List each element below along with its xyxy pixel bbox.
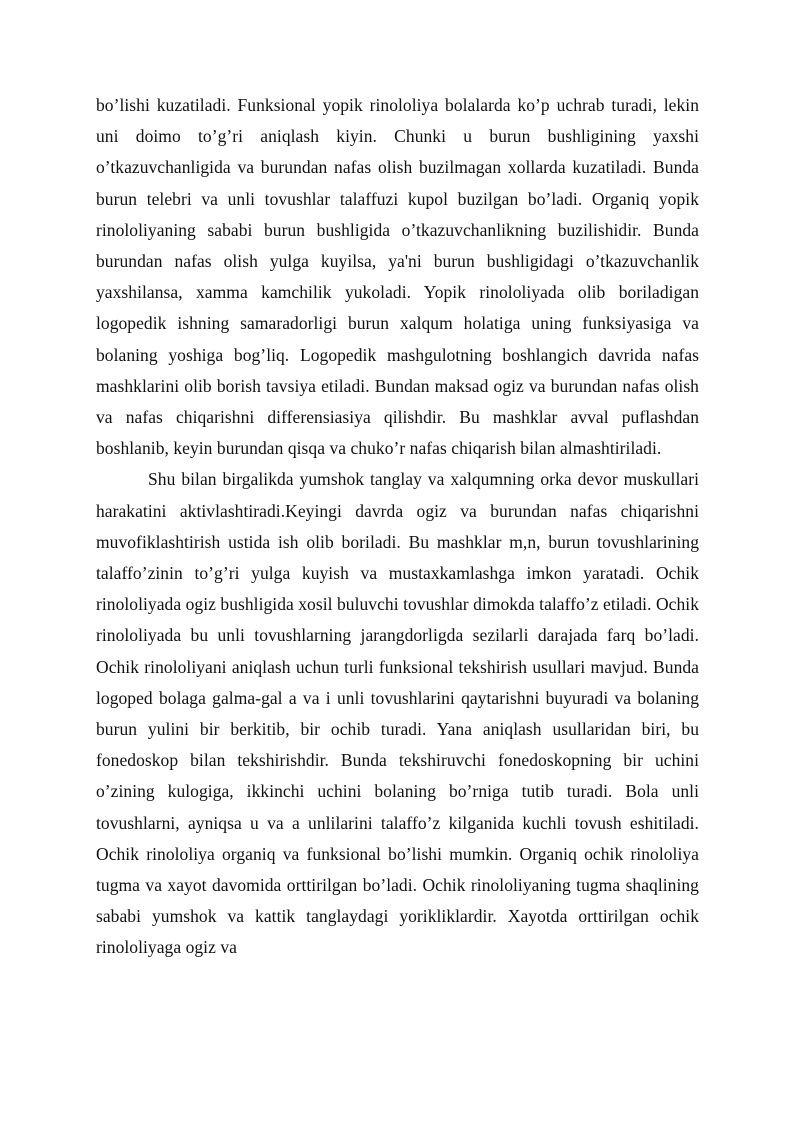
paragraph-2: Shu bilan birgalikda yumshok tanglay va xalqumning orka devor muskullari harakatini aktivlashtiradi.Keyingi davrda ogiz va burundan nafas chiqarishni muvofiklashtirish ustida ish olib boriladi. Bu mashklar m,n, burun tovushlarining talaffo’zinin to’g’ri yulga kuyish va mustaxkamlashga imkon yaratadi. Ochik rinololiyada ogiz bushligida xosil buluvchi tovushlar dimokda talaffo’z etiladi. Ochik rinololiyada bu unli tovushlarning jarangdorligda sezilarli darajada farq bo’ladi. Ochik rinololiyani aniqlash uchun turli funksional tekshirish usullari mavjud. Bunda logoped bolaga galma-gal a va i unli tovushlarini qaytarishni buyuradi va bolaning burun yulini bir berkitib, bir ochib turadi. Yana aniqlash usullaridan biri, bu fonedoskop bilan tekshirishdir. Bunda tekshiruvchi fonedoskopning bir uchini o’zining kulogiga, ikkinchi uchini bolaning bo’rniga tutib turadi. Bola unli tovushlarni, ayniqsa u va a unlilarini talaffo’z kilganida kuchli tovush eshitiladi. Ochik rinololiya organiq va funksional bo’lishi mumkin. Organiq ochik rinololiya tugma va xayot davomida orttirilgan bo’ladi. Ochik rinololiyaning tugma shaqlining sababi yumshok va kattik tanglaydagi yorikliklardir. Xayotda orttirilgan ochik rinololiyaga ogiz va	[96, 469, 699, 958]
paragraph-1: bo’lishi kuzatiladi. Funksional yopik rinololiya bolalarda ko’p uchrab turadi, lekin uni doimo to’g’ri aniqlash kiyin. Chunki u burun bushligining yaxshi o’tkazuvchanligida va burundan nafas olish buzilmagan xollarda kuzatiladi. Bunda burun telebri va unli tovushlar talaffuzi kupol buzilgan bo’ladi. Organiq yopik rinololiyaning sababi burun bushligida o’tkazuvchanlikning buzilishidir. Bunda burundan nafas olish yulga kuyilsa, ya'ni burun bushligidagi o’tkazuvchanlik yaxshilansa, xamma kamchilik yukoladi. Yopik rinololiyada olib boriladigan logopedik ishning samaradorligi burun xalqum holatiga uning funksiyasiga va bolaning yoshiga bog’liq. Logopedik mashgulotning boshlangich davrida nafas mashklarini olib borish tavsiya etiladi. Bundan maksad ogiz va burundan nafas olish va nafas chiqarishni differensiasiya qilishdir. Bu mashklar avval puflashdan boshlanib, keyin burundan qisqa va chuko’r nafas chiqarish bilan almashtiriladi.	[96, 95, 699, 459]
body-text	[96, 90, 699, 964]
